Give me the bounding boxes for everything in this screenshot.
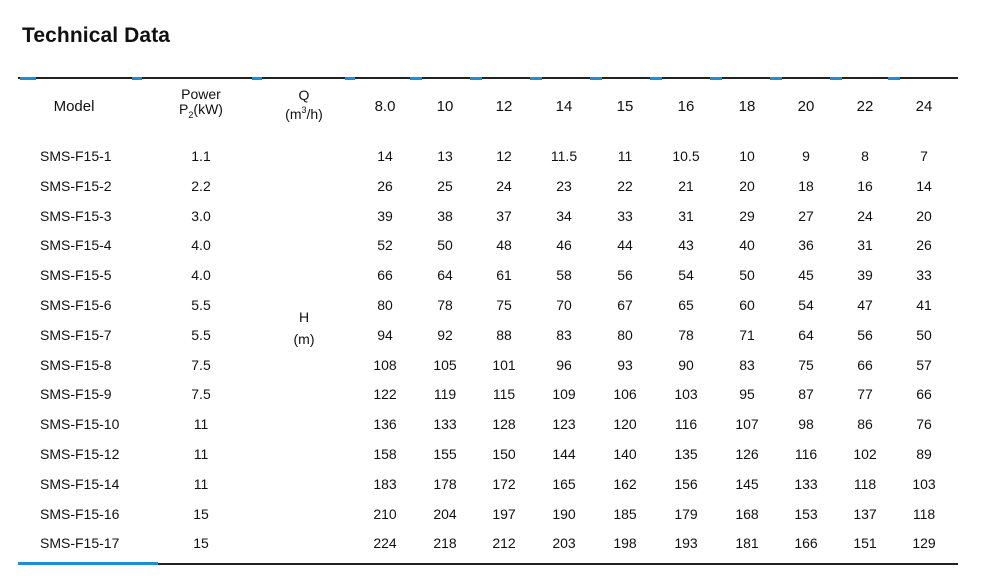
cell-head: 43 (678, 237, 694, 254)
cell-head: 24 (496, 177, 512, 194)
head-label-unit: (m) (293, 331, 315, 347)
cell-head: 14 (916, 177, 932, 194)
cell-head: 56 (857, 326, 873, 343)
cell-head: 210 (373, 505, 397, 522)
cell-head: 39 (857, 267, 873, 284)
cell-power: 7.5 (191, 356, 211, 373)
cell-head: 58 (556, 267, 572, 284)
header-accent-mark (590, 77, 602, 80)
cell-head: 46 (556, 237, 572, 254)
cell-model: SMS-F15-6 (40, 297, 112, 313)
cell-head: 26 (377, 177, 393, 194)
cell-head: 137 (853, 505, 877, 522)
cell-head: 78 (437, 297, 453, 313)
header-flow-value: 18 (738, 98, 756, 115)
cell-head: 129 (912, 535, 936, 552)
cell-head: 106 (613, 386, 637, 403)
page-title: Technical Data (22, 24, 171, 47)
header-power (179, 87, 223, 123)
cell-power: 11 (193, 416, 209, 433)
cell-head: 40 (739, 237, 755, 254)
cell-head: 54 (798, 297, 814, 313)
cell-head: 7 (920, 148, 928, 164)
cell-head: 37 (496, 207, 512, 224)
header-accent-mark (345, 77, 355, 80)
cell-head: 66 (916, 386, 932, 403)
header-flow-value: 12 (495, 98, 513, 115)
cell-head: 31 (678, 207, 694, 224)
cell-head: 118 (912, 505, 936, 522)
cell-model: SMS-F15-10 (40, 416, 120, 433)
cell-head: 76 (916, 416, 932, 433)
cell-head: 151 (853, 535, 877, 552)
cell-power: 4.0 (191, 237, 211, 254)
cell-head: 95 (739, 386, 755, 403)
cell-head: 103 (912, 475, 936, 492)
table-top-rule (18, 77, 958, 79)
cell-power: 5.5 (191, 297, 211, 313)
cell-head: 48 (496, 237, 512, 254)
head-label (294, 306, 315, 350)
cell-head: 31 (857, 237, 873, 254)
cell-head: 56 (617, 267, 633, 284)
cell-head: 155 (433, 446, 457, 462)
cell-head: 172 (492, 475, 516, 492)
header-flow (285, 88, 323, 122)
cell-head: 11 (617, 148, 633, 164)
cell-head: 78 (678, 326, 694, 343)
cell-head: 50 (437, 237, 453, 254)
cell-head: 44 (617, 237, 633, 254)
cell-head: 158 (373, 446, 397, 462)
cell-head: 22 (617, 177, 633, 194)
cell-head: 20 (916, 207, 932, 224)
cell-head: 75 (798, 356, 814, 373)
cell-head: 179 (674, 505, 698, 522)
header-flow-value: 8.0 (374, 98, 396, 115)
cell-head: 26 (916, 237, 932, 254)
cell-head: 108 (373, 356, 397, 373)
cell-head: 80 (617, 326, 633, 343)
cell-head: 64 (798, 326, 814, 343)
cell-head: 224 (373, 535, 397, 552)
cell-head: 128 (492, 416, 516, 433)
cell-head: 57 (916, 356, 932, 373)
cell-head: 36 (798, 237, 814, 254)
header-accent-mark (252, 77, 262, 80)
cell-model: SMS-F15-7 (40, 326, 112, 343)
cell-head: 135 (674, 446, 698, 462)
header-accent-mark (650, 77, 662, 80)
cell-head: 144 (552, 446, 576, 462)
cell-head: 123 (552, 416, 576, 433)
cell-head: 89 (916, 446, 932, 462)
cell-model: SMS-F15-4 (40, 237, 112, 254)
cell-power: 7.5 (191, 386, 211, 403)
cell-head: 178 (433, 475, 457, 492)
cell-head: 77 (857, 386, 873, 403)
cell-head: 50 (739, 267, 755, 284)
header-accent-mark (410, 77, 422, 80)
cell-power: 11 (193, 446, 209, 462)
cell-head: 83 (739, 356, 755, 373)
cell-head: 25 (437, 177, 453, 194)
cell-head: 14 (377, 148, 393, 164)
cell-head: 198 (613, 535, 637, 552)
cell-head: 67 (617, 297, 633, 313)
cell-head: 39 (377, 207, 393, 224)
cell-head: 12 (496, 148, 512, 164)
cell-head: 66 (857, 356, 873, 373)
cell-head: 204 (433, 505, 457, 522)
cell-power: 11 (193, 475, 209, 492)
cell-head: 34 (556, 207, 572, 224)
cell-head: 27 (798, 207, 814, 224)
cell-head: 122 (373, 386, 397, 403)
cell-head: 65 (678, 297, 694, 313)
cell-head: 96 (556, 356, 572, 373)
cell-head: 98 (798, 416, 814, 433)
header-model: Model (53, 98, 95, 115)
header-power-unit: $P_2(kW)$ (179, 101, 223, 120)
cell-head: 23 (556, 177, 572, 194)
cell-head: 38 (437, 207, 453, 224)
cell-head: 10.5 (672, 148, 700, 164)
cell-head: 140 (613, 446, 637, 462)
cell-head: 105 (433, 356, 457, 373)
cell-model: SMS-F15-12 (40, 446, 120, 462)
cell-power: 15 (193, 535, 209, 552)
cell-head: 47 (857, 297, 873, 313)
header-flow-unit: $(m^3/h)$ (285, 105, 323, 122)
cell-model: SMS-F15-1 (40, 148, 112, 164)
cell-head: 190 (552, 505, 576, 522)
cell-head: 102 (853, 446, 877, 462)
cell-head: 71 (739, 326, 755, 343)
cell-model: SMS-F15-5 (40, 267, 112, 284)
header-flow-label: Q (298, 87, 310, 104)
cell-head: 87 (798, 386, 814, 403)
cell-head: 116 (794, 446, 818, 462)
cell-head: 162 (613, 475, 637, 492)
header-accent-mark (20, 77, 36, 80)
cell-head: 153 (794, 505, 818, 522)
cell-head: 20 (739, 177, 755, 194)
cell-head: 33 (617, 207, 633, 224)
header-accent-mark (888, 77, 900, 80)
cell-head: 45 (798, 267, 814, 284)
header-flow-value: 24 (915, 98, 933, 115)
cell-model: SMS-F15-3 (40, 207, 112, 224)
header-accent-mark (770, 77, 782, 80)
cell-head: 118 (853, 475, 877, 492)
cell-head: 133 (433, 416, 457, 433)
cell-head: 150 (492, 446, 516, 462)
cell-head: 185 (613, 505, 637, 522)
cell-head: 33 (916, 267, 932, 284)
cell-head: 86 (857, 416, 873, 433)
cell-head: 60 (739, 297, 755, 313)
header-accent-mark (132, 77, 142, 80)
cell-head: 126 (735, 446, 759, 462)
cell-head: 101 (492, 356, 516, 373)
header-power-label: Power (181, 86, 221, 103)
cell-head: 64 (437, 267, 453, 284)
cell-head: 119 (433, 386, 457, 403)
header-accent-mark (530, 77, 542, 80)
cell-head: 166 (794, 535, 818, 552)
cell-head: 93 (617, 356, 633, 373)
cell-power: 5.5 (191, 326, 211, 343)
cell-head: 41 (916, 297, 932, 313)
cell-head: 165 (552, 475, 576, 492)
cell-head: 116 (674, 416, 698, 433)
cell-head: 136 (373, 416, 397, 433)
cell-head: 16 (857, 177, 873, 194)
cell-head: 218 (433, 535, 457, 552)
header-accent-mark (710, 77, 722, 80)
header-flow-value: 14 (555, 98, 573, 115)
cell-head: 13 (437, 148, 453, 164)
cell-model: SMS-F15-9 (40, 386, 112, 403)
cell-head: 181 (735, 535, 759, 552)
cell-head: 103 (674, 386, 698, 403)
cell-head: 66 (377, 267, 393, 284)
cell-head: 75 (496, 297, 512, 313)
cell-head: 21 (678, 177, 694, 194)
cell-head: 197 (492, 505, 516, 522)
cell-power: 2.2 (191, 177, 211, 194)
header-flow-value: 16 (677, 98, 695, 115)
cell-head: 29 (739, 207, 755, 224)
header-flow-value: 20 (797, 98, 815, 115)
cell-head: 94 (377, 326, 393, 343)
cell-head: 90 (678, 356, 694, 373)
cell-head: 168 (735, 505, 759, 522)
cell-head: 52 (377, 237, 393, 254)
cell-head: 8 (861, 148, 869, 164)
header-accent-mark (830, 77, 842, 80)
cell-head: 18 (798, 177, 814, 194)
header-flow-value: 22 (856, 98, 874, 115)
table-bottom-rule (18, 563, 958, 565)
cell-power: 15 (193, 505, 209, 522)
cell-head: 9 (802, 148, 810, 164)
cell-head: 109 (552, 386, 576, 403)
cell-head: 11.5 (550, 148, 578, 164)
head-label-symbol: H (298, 309, 310, 325)
cell-head: 115 (492, 386, 516, 403)
cell-head: 50 (916, 326, 932, 343)
cell-head: 107 (735, 416, 759, 433)
cell-head: 24 (857, 207, 873, 224)
cell-head: 83 (556, 326, 572, 343)
cell-head: 156 (674, 475, 698, 492)
cell-model: SMS-F15-8 (40, 356, 112, 373)
cell-head: 120 (613, 416, 637, 433)
cell-head: 133 (794, 475, 818, 492)
cell-head: 193 (674, 535, 698, 552)
bottom-accent-mark (18, 562, 158, 565)
header-accent-mark (470, 77, 482, 80)
cell-head: 212 (492, 535, 516, 552)
cell-head: 80 (377, 297, 393, 313)
header-flow-value: 15 (616, 98, 634, 115)
cell-model: SMS-F15-16 (40, 505, 120, 522)
cell-power: 1.1 (191, 148, 211, 164)
cell-model: SMS-F15-17 (40, 535, 120, 552)
cell-model: SMS-F15-14 (40, 475, 120, 492)
cell-head: 10 (739, 148, 755, 164)
cell-head: 92 (437, 326, 453, 343)
header-flow-value: 10 (436, 98, 454, 115)
cell-head: 203 (552, 535, 576, 552)
cell-model: SMS-F15-2 (40, 177, 112, 194)
cell-head: 88 (496, 326, 512, 343)
cell-head: 61 (496, 267, 512, 284)
cell-head: 54 (678, 267, 694, 284)
cell-head: 145 (735, 475, 759, 492)
cell-power: 3.0 (191, 207, 211, 224)
cell-head: 70 (556, 297, 572, 313)
cell-head: 183 (373, 475, 397, 492)
cell-power: 4.0 (191, 267, 211, 284)
